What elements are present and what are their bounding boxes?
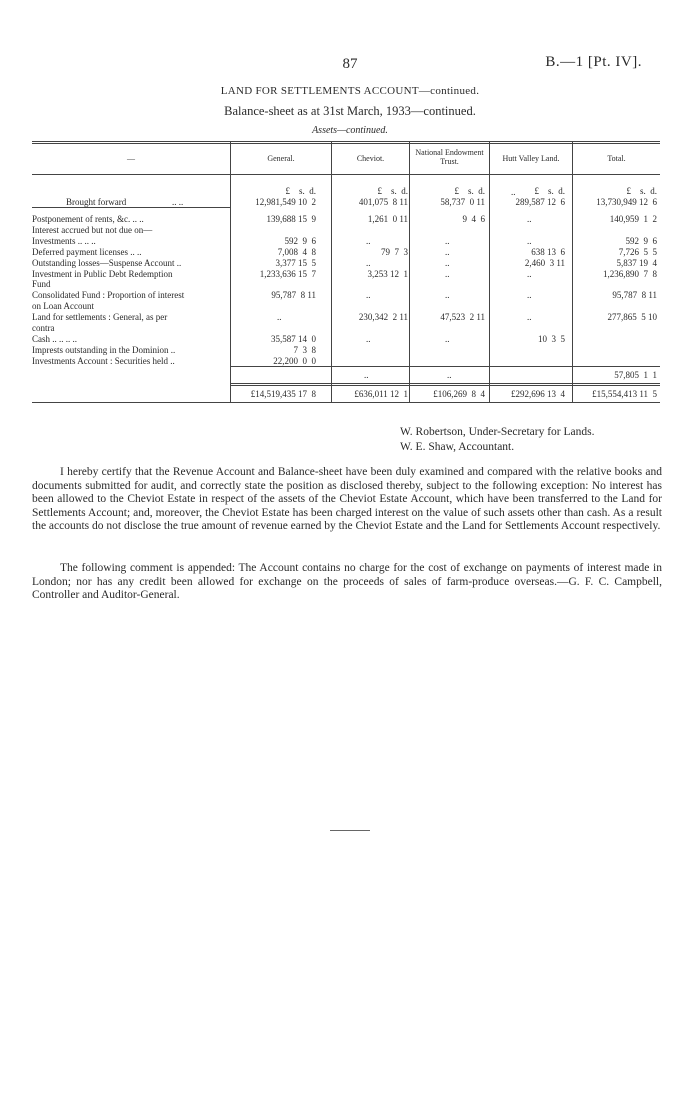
column-header-cheviot: Cheviot. [356, 154, 385, 163]
table-cell: 592 9 6 [284, 235, 316, 246]
table-cell: 140,959 1 2 [609, 214, 657, 224]
col-divider [409, 141, 410, 402]
document-subtitle: Balance-sheet as at 31st March, 1933—continued. [224, 104, 476, 118]
total-grand: £15,554,413 11 5 [592, 389, 657, 399]
table-cell: 35,587 14 0 [271, 333, 316, 344]
table-cell: 277,865 5 10 [607, 312, 657, 323]
table-cell: .. [445, 257, 450, 268]
bf-cheviot: 401,075 8 11 [358, 197, 408, 207]
table-cell: 7,726 5 5 [618, 246, 657, 257]
column-header-general: General. [267, 154, 295, 163]
table-cell: .. [527, 268, 532, 279]
table-cell: 22,200 0 0 [273, 355, 316, 366]
table-cell: 638 13 6 [531, 246, 565, 257]
row-label: Cash .. .. .. .. [32, 333, 77, 344]
header-bottom-rule [32, 174, 660, 175]
brought-forward-rule [32, 207, 230, 208]
col-divider [489, 141, 490, 402]
table-cell: 1,236,890 7 8 [603, 268, 657, 279]
table-cell: .. [445, 290, 450, 301]
table-cell: 3,253 12 1 [367, 268, 408, 279]
row-label: Postponement of rents, &c. .. .. [32, 214, 144, 224]
row-label: Consolidated Fund : Proportion of interest [32, 290, 185, 301]
table-cell: .. [445, 333, 450, 344]
bf-hutt-blank: .. [511, 187, 516, 197]
total-general: £14,519,435 17 8 [250, 389, 316, 399]
total-hutt: £292,696 13 4 [511, 389, 565, 399]
table-cell: .. [527, 290, 532, 301]
row-label: on Loan Account [32, 301, 94, 312]
table-cell: .. [445, 246, 450, 257]
row-label: Land for settlements : General, as per [32, 312, 168, 323]
row-label: contra [32, 323, 55, 333]
document-title: LAND FOR SETTLEMENTS ACCOUNT—continued. [220, 85, 480, 97]
currency-header-cheviot: £ s. d. [377, 186, 408, 196]
table-cell: 139,688 15 9 [266, 214, 316, 224]
signature-accountant: W. E. Shaw, Accountant. [400, 441, 515, 453]
bf-total: 13,730,949 12 6 [596, 197, 657, 207]
total-rule [230, 383, 660, 384]
total-cheviot: £636,011 12 1 [354, 389, 408, 399]
table-cell: .. [527, 235, 532, 246]
extra-row-national: .. [447, 370, 452, 380]
table-cell: 592 9 6 [625, 235, 657, 246]
table-cell: 95,787 8 11 [612, 290, 657, 301]
table-cell: 47,523 2 11 [440, 312, 485, 323]
table-cell: 7,008 4 8 [277, 246, 316, 257]
table-cell: 7 3 8 [293, 344, 316, 355]
signature-under-secretary: W. Robertson, Under-Secretary for Lands. [400, 426, 595, 438]
table-cell: .. [445, 268, 450, 279]
table-cell: 9 4 6 [462, 214, 485, 224]
table-cell: .. [527, 214, 532, 224]
row-label: Fund [32, 279, 51, 290]
table-cell: 2,460 3 11 [524, 257, 565, 268]
currency-header-hutt: £ s. d. [534, 186, 565, 196]
table-cell: .. [366, 235, 371, 246]
page-reference: B.—1 [Pt. IV]. [545, 54, 642, 70]
column-header-hutt-valley: Hutt Valley Land. [502, 154, 560, 163]
audit-certificate-paragraph: I hereby certify that the Revenue Account and Balance-sheet have been duly examined and compared with the relative books and documents submitted for audit, and correctly state the position as disclosed thereby, subject to the following exception: No interest has been allowed to the Cheviot Estate in respect of the assets of the Cheviot Estate Account, which have been transferred to the Land for Settlements Account; and, moreover, the Cheviot Estate has been charged interest on the value of such assets other than cash. As a result the accounts do not disclose the true amount of revenue earned by the Cheviot Estate and the Land for Settlements Account respectively. [32, 466, 662, 533]
currency-header-general: £ s. d. [285, 186, 316, 196]
row-label: Interest accrued but not due on— [32, 224, 153, 235]
table-cell: 95,787 8 11 [271, 290, 316, 301]
extra-row-cheviot: .. [364, 370, 369, 380]
column-header-total: Total. [607, 154, 626, 163]
bf-general: 12,981,549 10 2 [255, 197, 316, 207]
row-label: Deferred payment licenses .. .. [32, 246, 142, 257]
col-divider [331, 141, 332, 402]
table-cell: 1,233,636 15 7 [259, 268, 316, 279]
bf-hutt: 289,587 12 6 [515, 197, 565, 207]
table-cell: 230,342 2 11 [358, 312, 408, 323]
table-cell: .. [366, 333, 371, 344]
brought-forward-label: Brought forward [66, 197, 127, 207]
column-header-label: — [127, 154, 135, 163]
appended-comment-paragraph: The following comment is appended: The Account contains no charge for the cost of exchange on payments of interest made in London; nor has any credit been allowed for exchange on the proceeds of sales of farm-produce overseas.—G. F. C. Campbell, Controller and Auditor-General. [32, 562, 662, 602]
col-divider [572, 141, 573, 402]
table-top-rule [32, 141, 660, 142]
table-cell: .. [445, 235, 450, 246]
table-cell: 79 7 3 [381, 246, 408, 257]
table-cell: 10 3 5 [538, 333, 565, 344]
page-number: 87 [342, 56, 358, 72]
row-label: Investments .. .. .. [32, 235, 96, 246]
total-national: £106,269 8 4 [433, 389, 485, 399]
closing-dash-rule [330, 830, 370, 831]
table-cell: 1,261 0 11 [367, 214, 408, 224]
column-header-national-endowment: National Endowment Trust. [415, 148, 484, 166]
row-label: Imprests outstanding in the Dominion .. [32, 344, 176, 355]
row-label: Investments Account : Securities held .. [32, 355, 175, 366]
table-cell: 3,377 15 5 [275, 257, 316, 268]
section-heading: Assets—continued. [312, 125, 388, 136]
bf-national: 58,737 0 11 [440, 197, 485, 207]
table-bottom-rule [32, 402, 660, 403]
currency-header-national: £ s. d. [454, 186, 485, 196]
table-cell: .. [366, 290, 371, 301]
table-cell: .. [527, 312, 532, 323]
brought-forward-dots: .. .. [172, 197, 184, 207]
extra-row-total: 57,805 1 1 [614, 370, 657, 380]
table-cell: .. [277, 312, 282, 323]
total-rule-2 [230, 385, 660, 386]
col-divider [230, 141, 231, 402]
table-top-rule-2 [32, 143, 660, 144]
row-label: Investment in Public Debt Redemption [32, 268, 173, 279]
currency-header-total: £ s. d. [626, 186, 657, 196]
subtotal-rule [230, 366, 660, 367]
table-cell: .. [366, 257, 371, 268]
row-label: Outstanding losses—Suspense Account .. [32, 257, 182, 268]
table-cell: 5,837 19 4 [616, 257, 657, 268]
